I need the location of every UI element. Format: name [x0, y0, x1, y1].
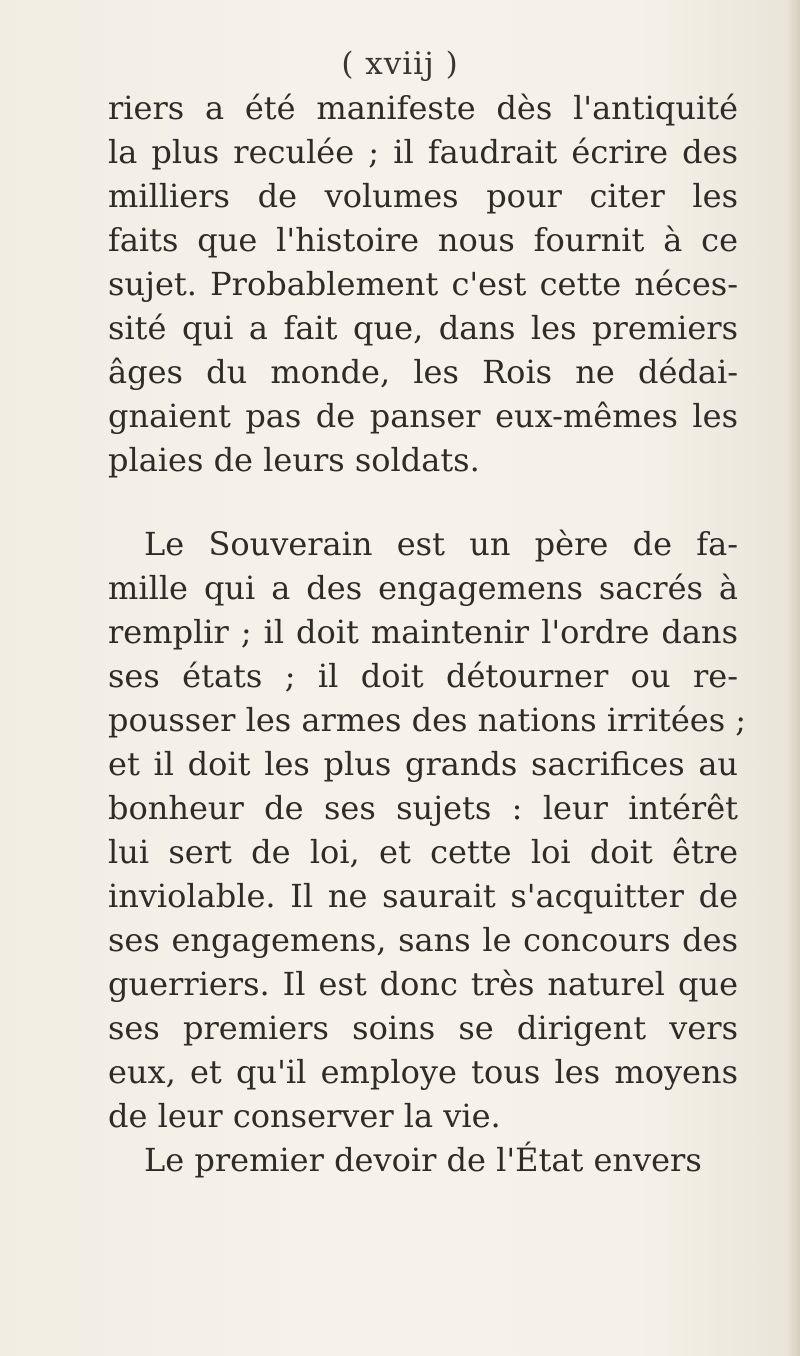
text-line: sujet. Probablement c'est cette néces- — [108, 265, 738, 303]
text-line: pousser les armes des nations irritées ; — [108, 701, 747, 739]
text-line: et il doit les plus grands sacrifices au — [108, 745, 738, 783]
paragraph-3 — [108, 1138, 738, 1182]
text-line: mille qui a des engagemens sacrés à — [108, 569, 738, 607]
text-line: inviolable. Il ne saurait s'acquitter de — [108, 877, 738, 915]
text-line: ses premiers soins se dirigent vers — [108, 1009, 738, 1047]
paragraph-2 — [108, 522, 747, 1138]
text-line: riers a été manifeste dès l'antiquité — [108, 89, 738, 127]
text-line: plaies de leurs soldats. — [108, 441, 480, 479]
text-line: Le premier devoir de l'État envers — [144, 1141, 702, 1179]
text-line: ses états ; il doit détourner ou re- — [108, 657, 738, 695]
page-edge — [786, 0, 800, 1356]
paragraph-1 — [108, 86, 738, 482]
text-line: milliers de volumes pour citer les — [108, 177, 738, 215]
text-line: la plus reculée ; il faudrait écrire des — [108, 133, 738, 171]
text-line: lui sert de loi, et cette loi doit être — [108, 833, 738, 871]
text-line: sité qui a fait que, dans les premiers — [108, 309, 738, 347]
text-line: eux, et qu'il employe tous les moyens — [108, 1053, 738, 1091]
text-line: remplir ; il doit maintenir l'ordre dans — [108, 613, 738, 651]
text-line: de leur conserver la vie. — [108, 1097, 501, 1135]
text-line: Le Souverain est un père de fa- — [144, 525, 738, 563]
text-line: guerriers. Il est donc très naturel que — [108, 965, 738, 1003]
text-line: bonheur de ses sujets : leur intérêt — [108, 789, 738, 827]
text-line: gnaient pas de panser eux-mêmes les — [108, 397, 738, 435]
page-number-header: ( xviij ) — [341, 46, 459, 82]
text-line: ses engagemens, sans le concours des — [108, 921, 738, 959]
text-line: faits que l'histoire nous fournit à ce — [108, 221, 738, 259]
text-line: âges du monde, les Rois ne dédai- — [108, 353, 738, 391]
